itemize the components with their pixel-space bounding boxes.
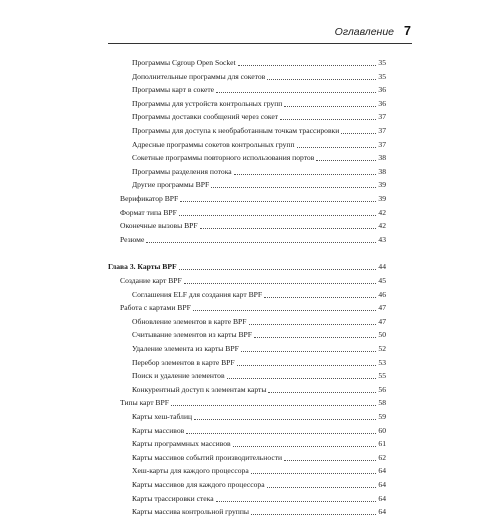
toc-dot-leader [180,201,376,202]
toc-entry [132,370,386,382]
toc-entry [132,84,386,96]
running-head-section: Оглавление [334,26,394,38]
toc-entry-title: Глава 3. Карты BPF [108,262,177,272]
toc-dot-leader [211,187,376,188]
toc-entry-title: Считывание элементов из карты BPF [132,330,252,340]
toc-entry-page: 64 [378,466,386,476]
toc-entry-title: Программы Cgroup Open Socket [132,58,236,67]
toc-entry-title: Создание карт BPF [120,276,182,285]
toc-entry [132,438,386,450]
toc-entry-title: Сокетные программы повторного использования портов [132,153,315,163]
toc-dot-leader [280,119,376,120]
toc-dot-leader [193,310,377,311]
toc-entry-page: 64 [378,493,386,503]
toc-entry-title: Удаление элемента из карты BPF [132,344,239,353]
toc-entry-page: 53 [378,357,386,367]
toc-dot-leader [171,405,376,406]
toc-entry [132,343,386,355]
toc-entry [132,493,386,505]
toc-entry [120,193,386,205]
toc-entry [132,329,386,341]
toc-entry-title: Другие программы BPF [132,180,210,190]
toc-dot-leader [251,473,377,474]
toc-entry-title: Карты трассировки стека [132,493,214,503]
toc-dot-leader [268,392,376,393]
toc-dot-leader [184,283,377,284]
toc-dot-leader [200,228,377,229]
toc-entry [132,384,386,396]
toc-entry [132,316,386,328]
toc-entry-page: 37 [378,126,386,135]
toc-entry-title: Адресные программы сокетов контрольных групп [132,139,295,149]
toc-entry-title: Конкурентный доступ к элементам карты [132,384,267,394]
toc-dot-leader [216,501,377,502]
toc-dot-leader [179,269,377,270]
toc-entry-title: Типы карт BPF [120,398,169,408]
toc-dot-leader [249,324,377,325]
toc-entry-page: 43 [378,234,386,244]
toc-entry-title: Работа с картами BPF [120,303,191,313]
toc-entry-title: Карты программных массивов [132,439,231,449]
toc-entry [120,234,386,246]
page-number: 7 [404,24,411,38]
toc-entry-title: Формат типа BPF [120,207,177,217]
toc-entry-title: Поиск и удаление элементов [132,371,225,381]
toc-dot-leader [227,378,377,379]
toc-dot-leader [237,365,377,366]
toc-entry-title: Карты массивов событий производительности [132,452,283,462]
toc-entry-page: 39 [378,194,386,203]
toc-entry-page: 58 [378,398,386,408]
toc-entry-page: 44 [378,262,386,272]
toc-dot-leader [194,419,376,420]
toc-dot-leader [216,92,376,93]
toc-dot-leader [284,460,376,461]
toc-entry [132,479,386,491]
toc-entry-page: 47 [378,316,386,326]
toc-entry [132,357,386,369]
toc-entry-title: Карты массивов [132,425,185,435]
toc-entry-page: 42 [378,207,386,217]
toc-entry-title: Соглашения ELF для создания карт BPF [132,289,263,299]
toc-dot-leader [267,79,376,80]
toc-entry [120,207,386,219]
header-rule [108,43,412,44]
toc-entry-title: Программы для доступа к необработанным точкам трассировки [132,126,340,135]
toc-entry-page: 38 [378,166,386,176]
toc-dot-leader [241,351,377,352]
toc-entry [132,98,386,110]
toc-dot-leader [264,297,376,298]
toc-entry-page: 59 [378,412,386,421]
toc-entry-title: Программы карт в сокете [132,85,215,95]
toc-entry-page: 46 [378,289,386,299]
toc-entry-page: 35 [378,58,386,67]
toc-entry-page: 60 [378,425,386,435]
toc-entry-page: 61 [378,439,386,449]
toc-dot-leader [284,106,376,107]
toc-dot-leader [267,487,377,488]
toc-entry-page: 52 [378,344,386,353]
toc-entry-title: Программы разделения потока [132,166,232,176]
toc-entry [132,465,386,477]
toc-entry [132,71,386,83]
toc-entry-page: 36 [378,98,386,108]
toc-entry-title: Резюме [120,234,145,244]
toc-entry-title: Обновление элементов в карте BPF [132,316,247,326]
toc-entry-title: Оконечные вызовы BPF [120,221,198,231]
toc-entry [132,139,386,151]
toc-entry [132,179,386,191]
toc-entry [132,111,386,123]
toc-entry-page: 55 [378,371,386,381]
toc-dot-leader [251,514,376,515]
toc-entry-page: 64 [378,480,386,489]
toc-entry [132,425,386,437]
toc-entry-page: 42 [378,221,386,231]
toc-entry-title: Карты хеш-таблиц [132,412,193,421]
toc-entry-title: Программы для устройств контрольных групп [132,98,283,108]
toc-entry-title: Карты массивов для каждого процессора [132,480,265,489]
toc-dot-leader [341,133,376,134]
toc-dot-leader [233,446,377,447]
toc-entry-title: Верификатор BPF [120,194,179,203]
toc-entry-title: Программы доставки сообщений через сокет [132,112,279,122]
toc-entry-page: 35 [378,71,386,81]
toc-entry [132,506,386,518]
toc-entry [132,289,386,301]
toc-entry [120,275,386,287]
toc-chapter-entry [108,261,386,273]
toc-dot-leader [254,337,376,338]
toc-entry-page: 64 [378,507,386,517]
toc-entry [132,166,386,178]
toc-dot-leader [179,215,377,216]
toc-entry-page: 56 [378,384,386,394]
toc-entry-page: 45 [378,276,386,285]
toc-entry-page: 37 [378,139,386,149]
toc-dot-leader [316,160,376,161]
toc-entry-title: Хеш-карты для каждого процессора [132,466,249,476]
toc-entry [132,411,386,423]
toc-entry [120,397,386,409]
toc-dot-leader [238,65,377,66]
toc-entry-page: 47 [378,303,386,313]
toc-entry [132,57,386,69]
toc-dot-leader [234,174,377,175]
toc-entry-page: 50 [378,330,386,340]
toc-entry-title: Перебор элементов в карте BPF [132,357,235,367]
toc-dot-leader [297,147,377,148]
toc-entry-page: 62 [378,452,386,462]
toc-entry-title: Дополнительные программы для сокетов [132,71,266,81]
toc-entry [120,220,386,232]
toc-entry-page: 39 [378,180,386,190]
toc-dot-leader [146,242,376,243]
toc-dot-leader [186,433,376,434]
toc-entry-title: Карты массива контрольной группы [132,507,250,517]
toc-entry [132,152,386,164]
toc-entry-page: 36 [378,85,386,95]
toc-entry [120,302,386,314]
toc-entry-page: 38 [378,153,386,163]
toc-entry [132,452,386,464]
toc-entry-page: 37 [378,112,386,122]
toc-entry [132,125,386,137]
